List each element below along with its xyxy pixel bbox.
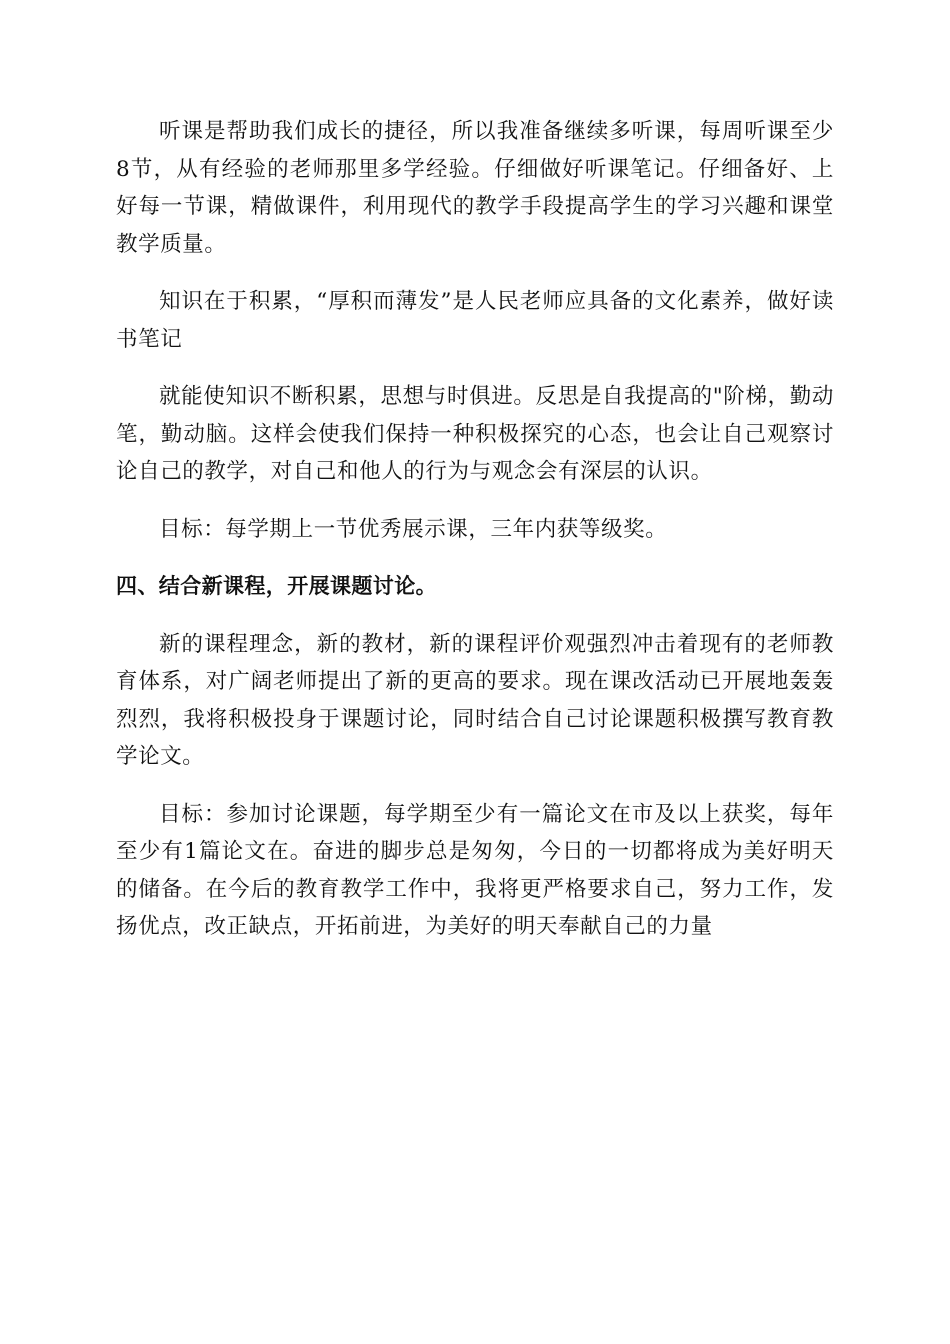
paragraph-goal-research: 目标：参加讨论课题，每学期至少有一篇论文在市及以上获奖，每年至少有1篇论文在。奋进的脚步总是匆匆，今日的一切都将成为美好明天的储备。在今后的教育教学工作中，我将更严格要求自己，努力工作，发扬优点，改正缺点，开拓前进，为美好的明天奉献自己的力量	[116, 801, 834, 939]
section-heading: 四、结合新课程，开展课题讨论。	[116, 574, 437, 598]
paragraph-knowledge: 知识在于积累，“厚积而薄发”是人民老师应具备的文化素养，做好读书笔记	[116, 289, 834, 352]
paragraph-new-curriculum: 新的课程理念，新的教材，新的课程评价观强烈冲击着现有的老师教育体系，对广阔老师提出了新的更高的要求。现在课改活动已开展地轰轰烈烈，我将积极投身于课题讨论，同时结合自己讨论课题积极撰写教育教学论文。	[116, 631, 834, 769]
paragraph-reflection: 就能使知识不断积累，思想与时俱进。反思是自我提高的"阶梯，勤动笔，勤动脑。这样会使我们保持一种积极探究的心态，也会让自己观察讨论自己的教学，对自己和他人的行为与观念会有深层的认识。	[116, 384, 834, 484]
document-body	[116, 113, 834, 966]
paragraph-listening: 听课是帮助我们成长的捷径，所以我准备继续多听课，每周听课至少8节，从有经验的老师那里多学经验。仔细做好听课笔记。仔细备好、上好每一节课，精做课件，利用现代的教学手段提高学生的学习兴趣和课堂教学质量。	[116, 119, 834, 257]
paragraph-goal-demo-lesson: 目标：每学期上一节优秀展示课，三年内获等级奖。	[159, 516, 668, 542]
